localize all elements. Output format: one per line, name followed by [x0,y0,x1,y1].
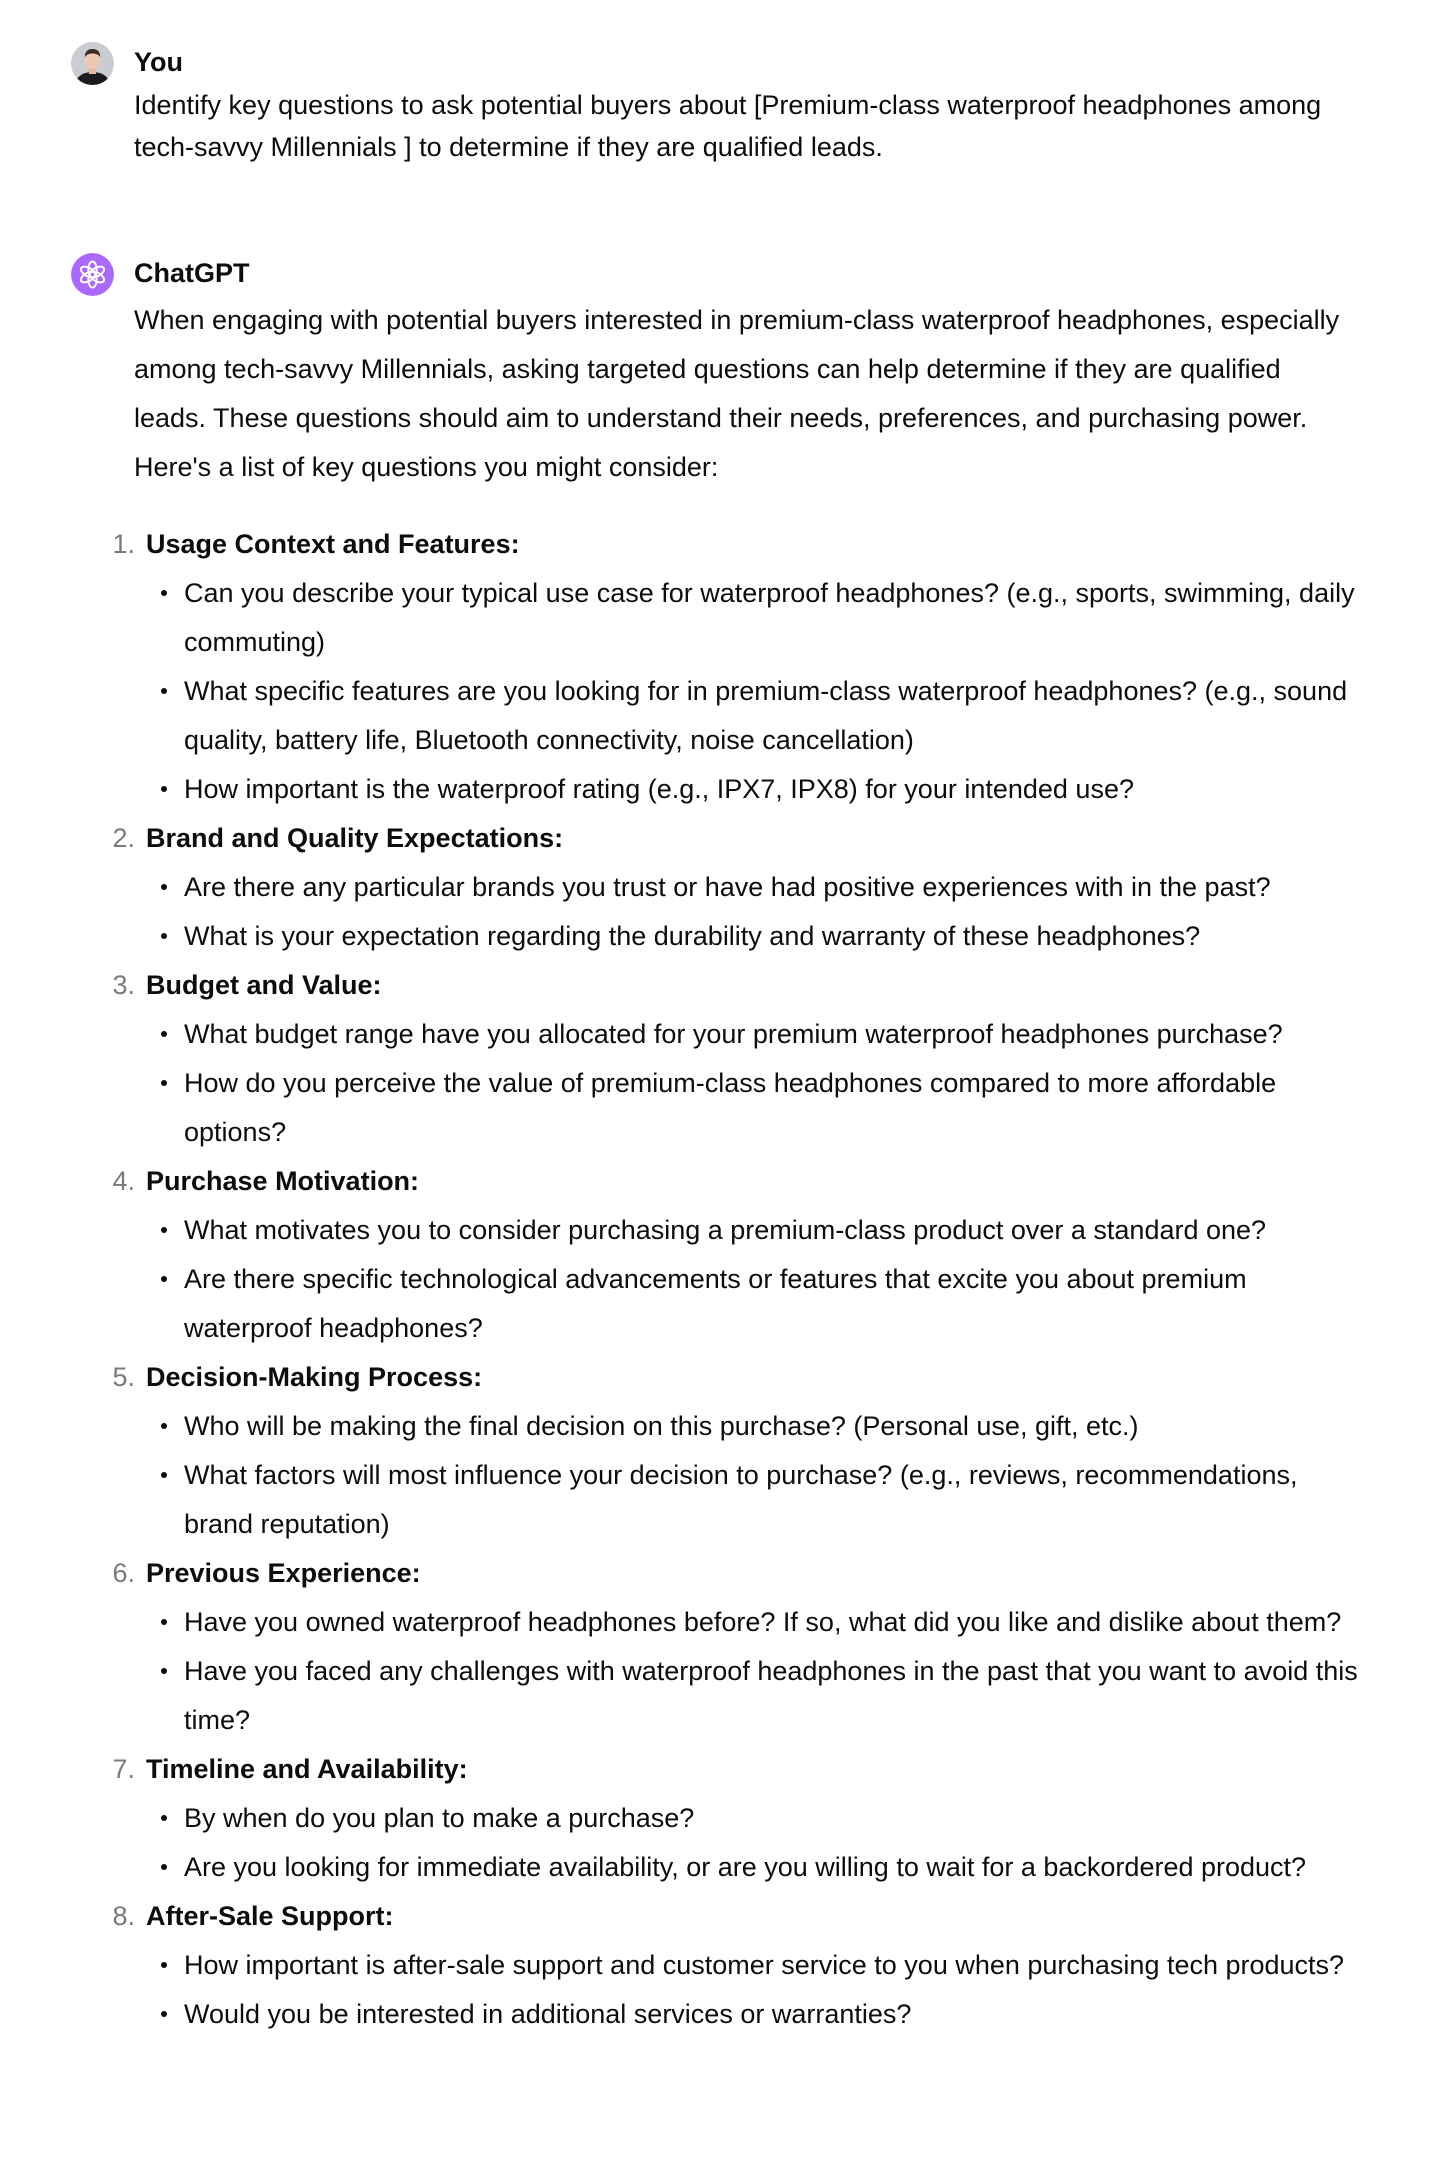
section-number: 1. [112,529,135,559]
question-item: Have you owned waterproof headphones before? If so, what did you like and dislike about them? [0,1598,1364,1647]
question-item: Are there any particular brands you trust or have had positive experiences with in the past? [0,863,1364,912]
question-section [0,1157,1448,1353]
question-item: What factors will most influence your decision to purchase? (e.g., reviews, recommendations, brand reputation) [0,1451,1364,1549]
question-item: Who will be making the final decision on this purchase? (Personal use, gift, etc.) [0,1402,1364,1451]
section-number: 7. [112,1754,135,1784]
section-questions [0,1402,1448,1549]
question-item: How important is after-sale support and customer service to you when purchasing tech products? [0,1941,1364,1990]
question-item: How important is the waterproof rating (e.g., IPX7, IPX8) for your intended use? [0,765,1364,814]
question-item: By when do you plan to make a purchase? [0,1794,1364,1843]
section-title: Decision-Making Process: [146,1362,483,1392]
question-item: Have you faced any challenges with waterproof headphones in the past that you want to avoid this time? [0,1647,1364,1745]
section-title: Timeline and Availability: [146,1754,468,1784]
question-item: What motivates you to consider purchasing a premium-class product over a standard one? [0,1206,1364,1255]
section-questions [0,1206,1448,1353]
question-item: Are there specific technological advancements or features that excite you about premium waterproof headphones? [0,1255,1364,1353]
section-questions [0,569,1448,814]
section-title: After-Sale Support: [146,1901,394,1931]
assistant-name: ChatGPT [134,258,250,288]
section-questions [0,1010,1448,1157]
question-item: Are you looking for immediate availability, or are you willing to wait for a backordered product? [0,1843,1364,1892]
assistant-avatar [71,253,114,296]
chatgpt-logo-icon [71,253,114,296]
section-number: 5. [112,1362,135,1392]
question-section [0,1549,1448,1745]
section-number: 6. [112,1558,135,1588]
user-avatar [71,42,114,85]
question-item: Can you describe your typical use case for waterproof headphones? (e.g., sports, swimming, daily commuting) [0,569,1364,667]
question-section [0,520,1448,814]
question-section [0,1892,1448,2039]
question-item: What budget range have you allocated for your premium waterproof headphones purchase? [0,1010,1364,1059]
section-number: 4. [112,1166,135,1196]
user-avatar-icon [71,42,114,85]
question-section [0,961,1448,1157]
section-number: 3. [112,970,135,1000]
question-item: Would you be interested in additional services or warranties? [0,1990,1364,2039]
section-title: Brand and Quality Expectations: [146,823,564,853]
section-title: Purchase Motivation: [146,1166,420,1196]
question-section [0,1745,1448,1892]
section-title: Budget and Value: [146,970,382,1000]
question-list [0,520,1448,2039]
section-questions [0,1941,1448,2039]
section-title: Usage Context and Features: [146,529,520,559]
user-name: You [134,47,183,77]
section-questions [0,863,1448,961]
section-questions [0,1598,1448,1745]
section-title: Previous Experience: [146,1558,421,1588]
section-number: 8. [112,1901,135,1931]
question-item: How do you perceive the value of premium-class headphones compared to more affordable options? [0,1059,1364,1157]
question-section [0,1353,1448,1549]
section-questions [0,1794,1448,1892]
question-section [0,814,1448,961]
question-item: What specific features are you looking for in premium-class waterproof headphones? (e.g., sound quality, battery life, Bluetooth connectivity, noise cancellation) [0,667,1364,765]
section-number: 2. [112,823,135,853]
assistant-intro-text: When engaging with potential buyers interested in premium-class waterproof headphones, especially among tech-savvy Millennials, asking targeted questions can help determine if they are qualified leads. These questions should aim to understand their needs, preferences, and purchasing power. Here's a list of key questions you might consider: [134,305,1340,482]
question-item: What is your expectation regarding the durability and warranty of these headphones? [0,912,1364,961]
user-prompt-text: Identify key questions to ask potential buyers about [Premium-class waterproof headphones among tech-savvy Millennials ] to determine if they are qualified leads. [134,90,1322,162]
